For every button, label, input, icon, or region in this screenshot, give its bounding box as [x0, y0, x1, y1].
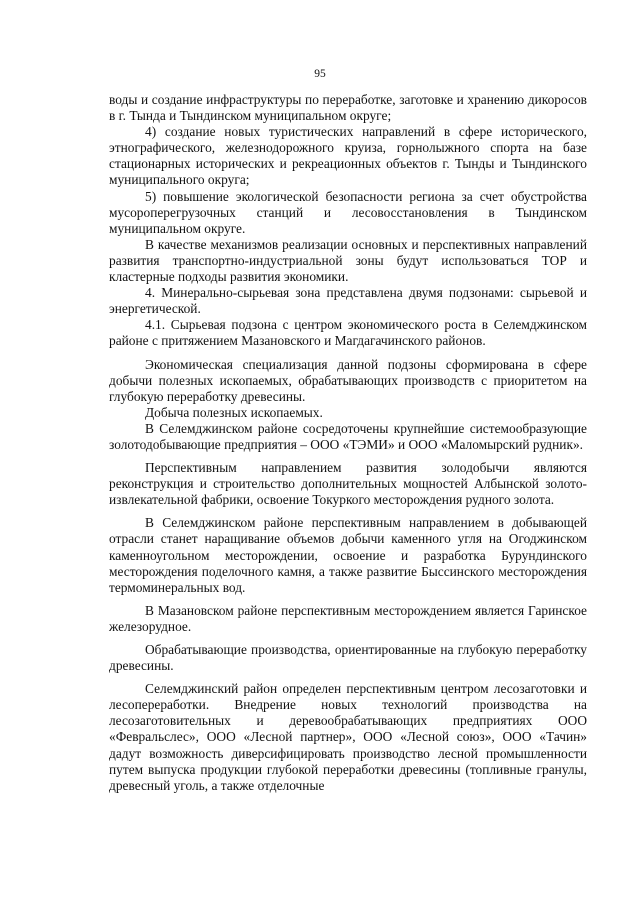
page-number: 95 [314, 68, 326, 80]
paragraph: Перспективным направлением развития золодобычи являются реконструкция и строительство дополнительных мощностей Албынской золото-извлекательной фабрики, освоение Токуркого месторождения рудного золота. [109, 460, 587, 508]
paragraph: воды и создание инфраструктуры по переработке, заготовке и хранению дикоросов в г. Тында и Тындинском муниципальном округе; [109, 92, 587, 124]
body-text [109, 92, 587, 794]
paragraph: Добыча полезных ископаемых. [145, 404, 323, 420]
paragraph: В Мазановском районе перспективным месторождением является Гаринское железорудное. [109, 602, 587, 634]
paragraph: Экономическая специализация данной подзоны сформирована в сфере добычи полезных ископаемых, обрабатывающих производств с приоритетом на глубокую переработку древесины. [109, 356, 587, 404]
paragraph: 5) повышение экологической безопасности региона за счет обустройства мусороперегрузочных станций и лесовосстановления в Тындинском муниципальном округе. [109, 188, 587, 236]
paragraph: В Селемджинском районе перспективным направлением в добывающей отрасли станет наращивание объемов добычи каменного угля на Огоджинском каменноугольном месторождении, освоение и разработка Бурундинского месторождения поделочного камня, а также развитие Быссинского месторождения термоминеральных вод. [109, 515, 587, 595]
paragraph: В Селемджинском районе сосредоточены крупнейшие системообразующие золотодобывающие предприятия – ООО «ТЭМИ» и ООО «Маломырский рудник». [109, 420, 587, 452]
paragraph: 4.1. Сырьевая подзона с центром экономического роста в Селемджинском районе с притяжением Мазановского и Магдагачинского районов. [109, 317, 587, 349]
paragraph: Селемджинский район определен перспективным центром лесозаготовки и лесопереработки. Внедрение новых технологий производства на лесозаготовительных и деревообрабатывающих предприятиях ООО «Февральслес», ООО «Лесной партнер», ООО «Лесной союз», ООО «Тачин» дадут возможность диверсифицировать производство лесной промышленности путем выпуска продукции глубокой переработки древесины (топливные гранулы, древесный уголь, а также отделочные [109, 681, 587, 793]
paragraph: В качестве механизмов реализации основных и перспективных направлений развития транспортно-индустриальной зоны будут использоваться ТОР и кластерные подходы развития экономики. [109, 236, 587, 285]
paragraph: 4) создание новых туристических направлений в сфере исторического, этнографического, железнодорожного круиза, горнолыжного спорта на базе стационарных исторических и рекреационных объектов г. Тынды и Тындинского муниципального округа; [109, 124, 587, 188]
paragraph: Обрабатывающие производства, ориентированные на глубокую переработку древесины. [109, 642, 587, 674]
paragraph: 4. Минерально-сырьевая зона представлена двумя подзонами: сырьевой и энергетической. [109, 285, 587, 317]
